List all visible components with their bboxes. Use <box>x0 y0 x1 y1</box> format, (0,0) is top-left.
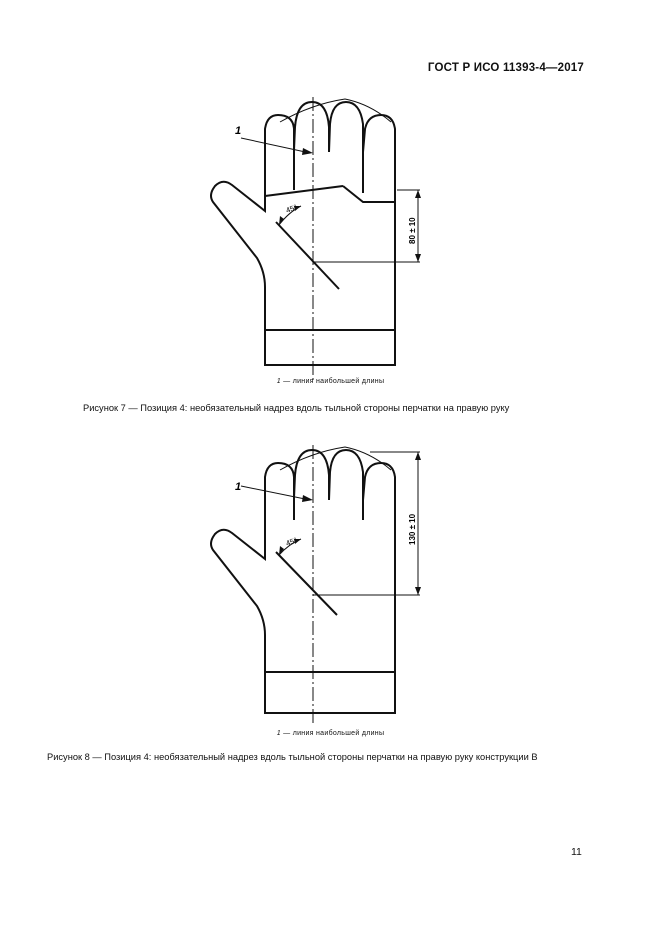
figure-7-glove-drawing <box>195 92 435 382</box>
page-number: 11 <box>571 846 582 858</box>
slit-line <box>276 222 339 289</box>
dimension-arrow-top <box>415 190 421 198</box>
callout-leader <box>241 486 310 500</box>
callout-arrowhead <box>302 148 313 155</box>
legend-number: 1 <box>276 378 281 385</box>
dimension-label: 130 ± 10 <box>408 513 417 545</box>
dimension-arrow-bottom <box>415 254 421 262</box>
dimension-label: 80 ± 10 <box>408 217 417 244</box>
glove-outline-svg <box>195 92 435 382</box>
dimension-arrow-bottom <box>415 587 421 595</box>
legend-number: 1 <box>276 730 281 737</box>
angle-label: 45° <box>284 535 299 548</box>
glove-outline <box>211 102 395 365</box>
callout-leader <box>241 138 310 153</box>
angle-label: 45° <box>284 202 299 215</box>
figure-8-glove-drawing <box>195 440 435 730</box>
dimension-arrow-top <box>415 452 421 460</box>
finger-base-line <box>265 186 343 196</box>
slit-line <box>276 552 337 615</box>
figure-7-caption: Рисунок 7 — Позиция 4: необязательный надрез вдоль тыльной стороны перчатки на правую руку <box>83 403 510 413</box>
callout-number: 1 <box>235 125 242 137</box>
callout-number: 1 <box>235 481 242 493</box>
figure-8-legend <box>0 730 661 737</box>
finger-base-right <box>343 186 395 202</box>
figure-7-legend <box>0 378 661 385</box>
document-header: ГОСТ Р ИСО 11393-4—2017 <box>427 62 584 74</box>
legend-text: — линия наибольшей длины <box>280 378 385 385</box>
legend-text: — линия наибольшей длины <box>280 730 385 737</box>
callout-arrowhead <box>302 495 313 502</box>
glove-outline-svg <box>195 440 435 730</box>
figure-8-caption: Рисунок 8 — Позиция 4: необязательный надрез вдоль тыльной стороны перчатки на правую руку конструкции В <box>47 752 538 762</box>
